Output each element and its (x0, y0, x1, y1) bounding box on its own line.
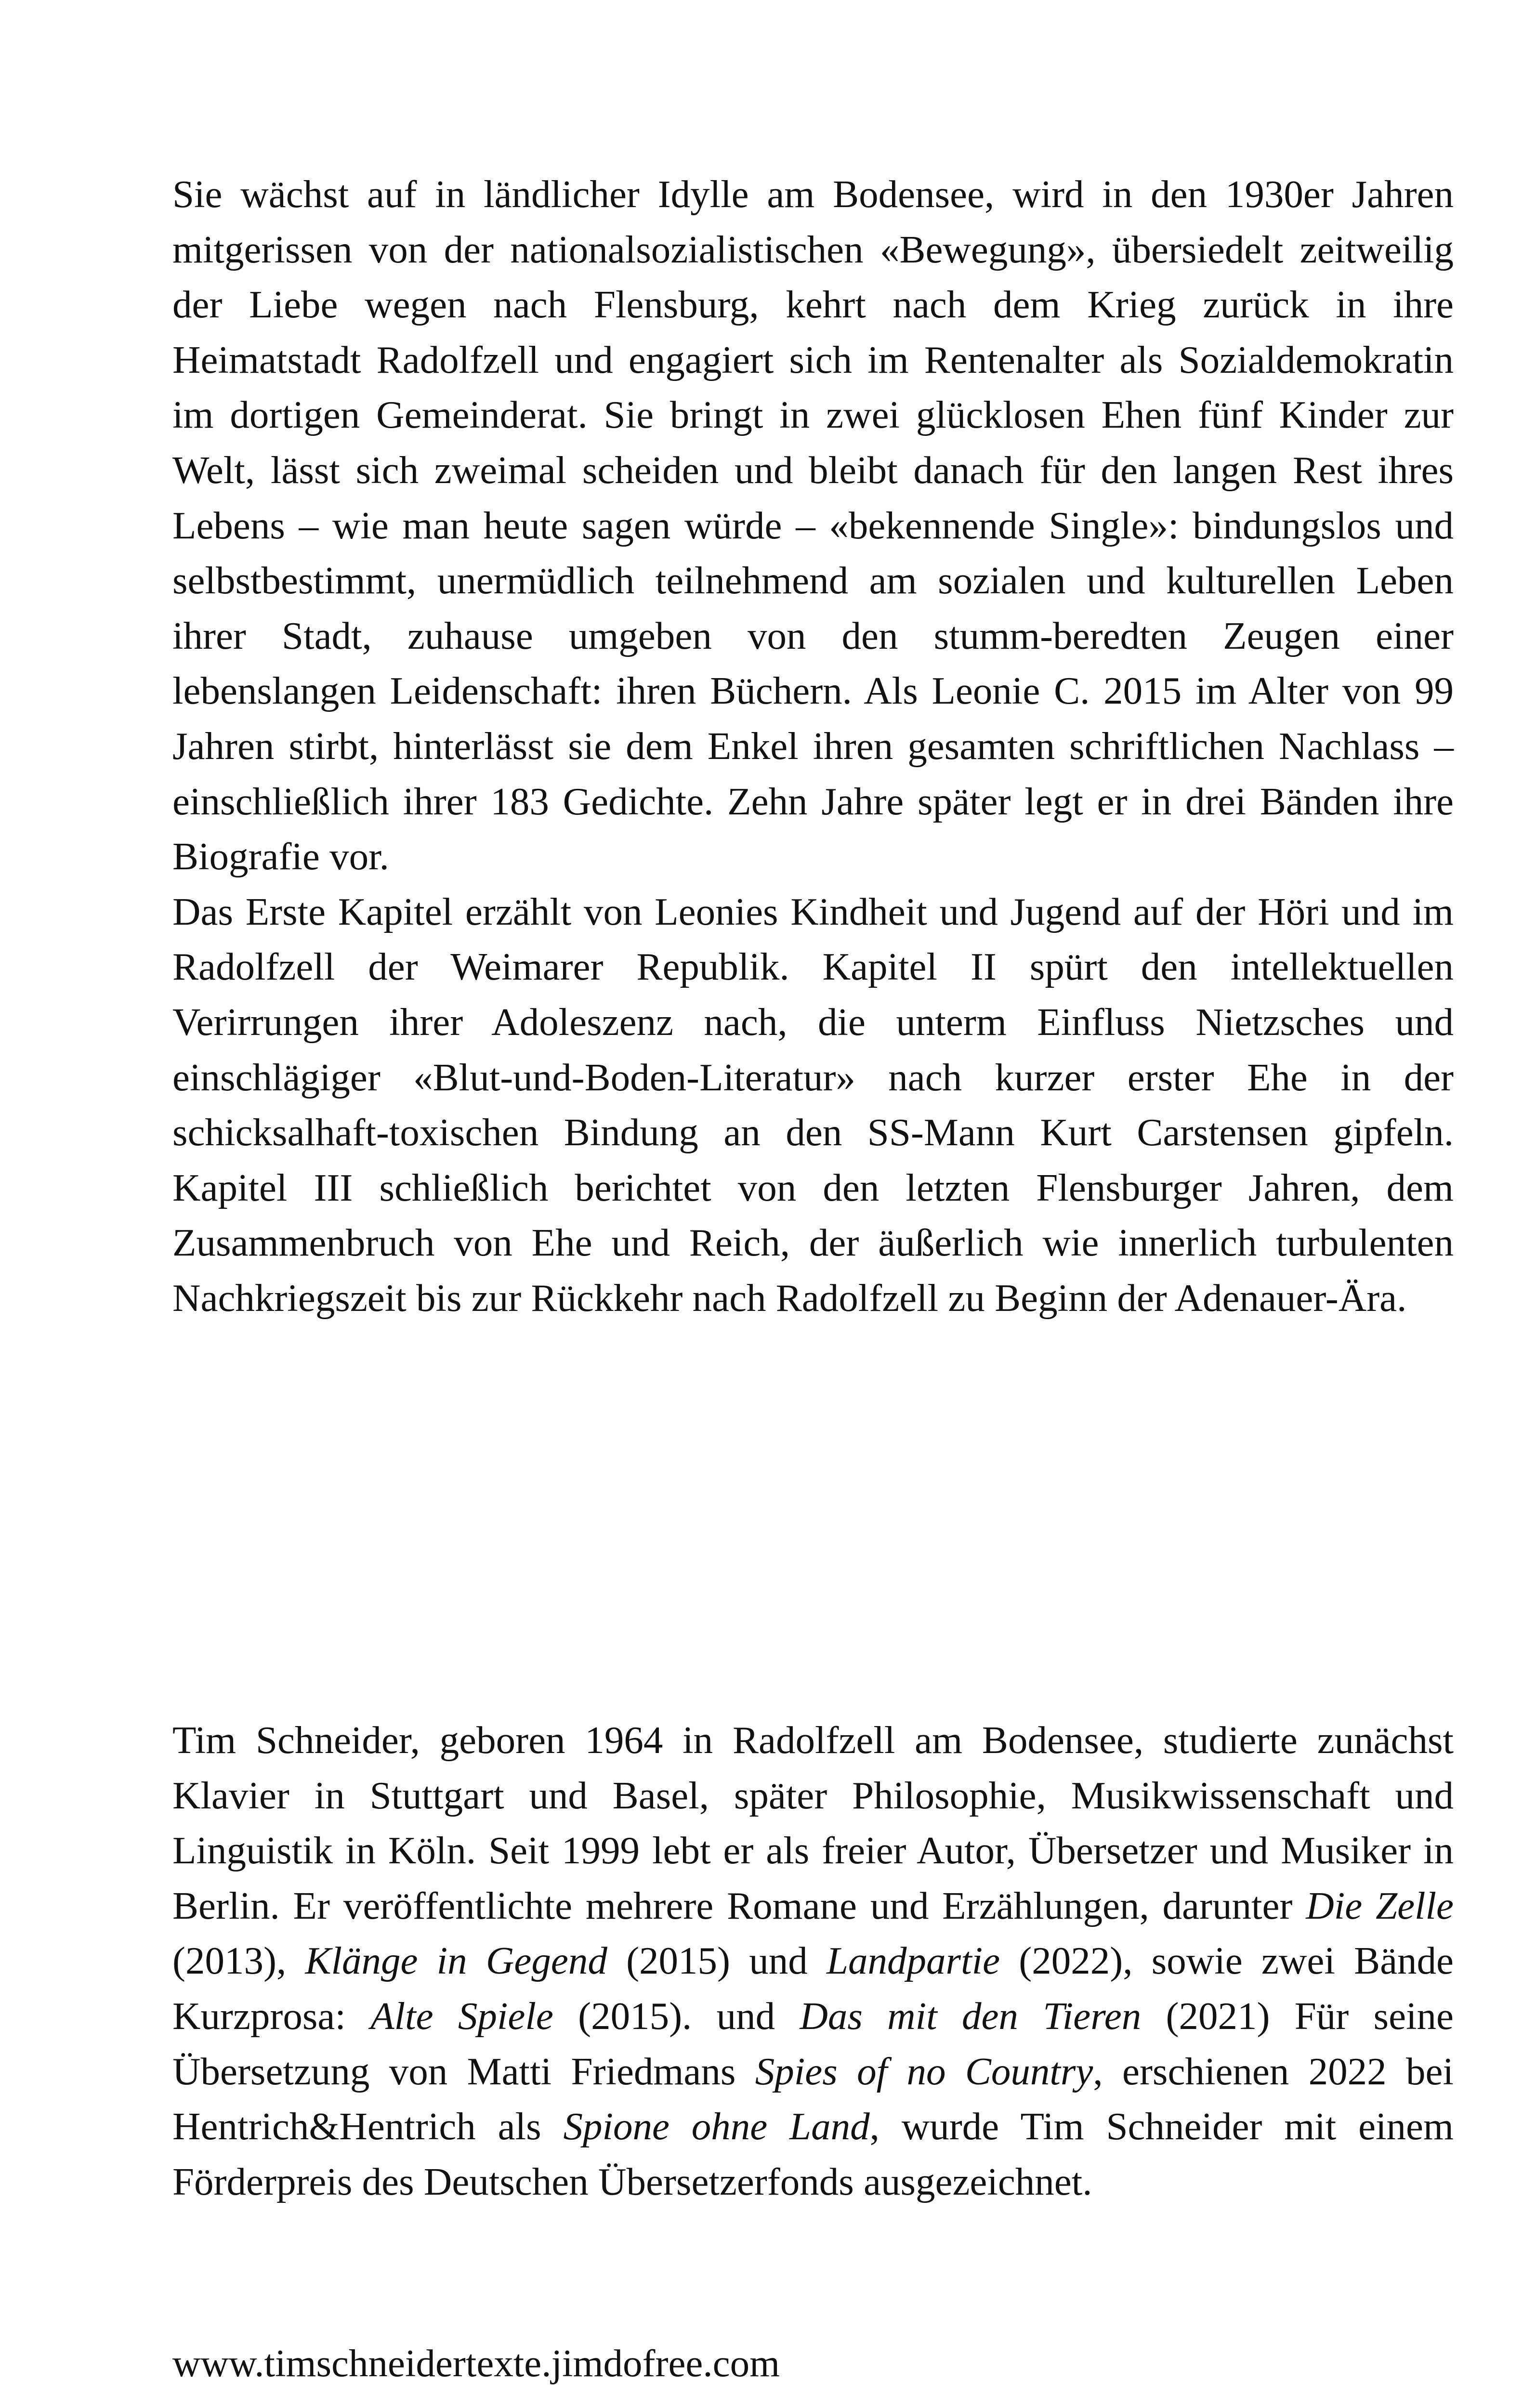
book-title: Spione ohne Land (563, 2105, 870, 2148)
book-title: Alte Spiele (370, 1994, 553, 2038)
blurb-paragraph: Das Erste Kapitel erzählt von Leonies Kindheit und Jugend auf der Höri und im Radolfzell der Weimarer Republik. Kapitel II spürt den intellektuellen Verirrungen ihrer Adoleszenz nach, die unterm Einfluss Nietzsches und einschlägiger «Blut-und-Boden-Literatur» nach kurzer erster Ehe in der schicksalhaft-toxischen Bindung an den SS-Mann Kurt Carstensen gipfeln. Kapitel III schließlich berichtet von den letzten Flensburger Jahren, dem Zusammenbruch von Ehe und Reich, der äußerlich wie innerlich turbulenten Nachkriegszeit bis zur Rückkehr nach Radolfzell zu Beginn der Adenauer-Ära. (172, 890, 1454, 1320)
book-blurb (172, 167, 1454, 1325)
bio-text: (2021) Für seine Übersetzung von Matti Friedmans (172, 1994, 1454, 2093)
bio-text: (2015). und (553, 1994, 800, 2038)
blurb-paragraph: Sie wächst auf in ländlicher Idylle am Bodensee, wird in den 1930er Jahren mitgerissen von der nationalsozialistischen «Bewegung», übersiedelt zeitweilig der Liebe wegen nach Flensburg, kehrt nach dem Krieg zurück in ihre Heimatstadt Radolfzell und engagiert sich im Rentenalter als Sozialdemokratin im dortigen Gemeinderat. Sie bringt in zwei glücklosen Ehen fünf Kinder zur Welt, lässt sich zweimal scheiden und bleibt danach für den langen Rest ihres Lebens – wie man heute sagen würde – «bekennende Single»: bindungslos und selbstbestimmt, unermüdlich teilnehmend am sozialen und kulturellen Leben ihrer Stadt, zuhause umgeben von den stumm-beredten Zeugen einer lebenslangen Leidenschaft: ihren Büchern. Als Leonie C. 2015 im Alter von 99 Jahren stirbt, hinterlässt sie dem Enkel ihren gesamten schriftlichen Nachlass – einschließlich ihrer 183 Gedichte. Zehn Jahre später legt er in drei Bänden ihre Biografie vor. (172, 172, 1454, 878)
book-title: Die Zelle (1306, 1884, 1454, 1927)
bio-text: (2022), sowie zwei Bände Kurzprosa: (172, 1939, 1454, 2038)
book-title: Landpartie (827, 1939, 1000, 1983)
bio-text: (2013), (172, 1939, 305, 1983)
bio-text: (2015) und (607, 1939, 827, 1983)
bio-text: , wurde Tim Schneider mit einem Förderpreis des Deutschen Übersetzerfonds ausgezeichnet. (172, 2105, 1454, 2203)
book-title: Spies of no Country (755, 2049, 1093, 2093)
book-title: Das mit den Tieren (800, 1994, 1142, 2038)
author-bio-paragraph (172, 1713, 1454, 2209)
book-title: Klänge in Gegend (305, 1939, 607, 1983)
author-bio (172, 1713, 1454, 2209)
bio-text: Tim Schneider, geboren 1964 in Radolfzell am Bodensee, studierte zunächst Klavier in Stuttgart und Basel, später Philosophie, Musikwissenschaft und Linguistik in Köln. Seit 1999 lebt er als freier Autor, Übersetzer und Musiker in Berlin. Er veröffentlichte mehrere Romane und Erzählungen, darunter (172, 1718, 1454, 1927)
author-website: www.timschneidertexte.jimdofree.com (172, 2342, 780, 2385)
bio-text: , erschienen 2022 bei Hentrich&Hentrich als (172, 2049, 1454, 2148)
